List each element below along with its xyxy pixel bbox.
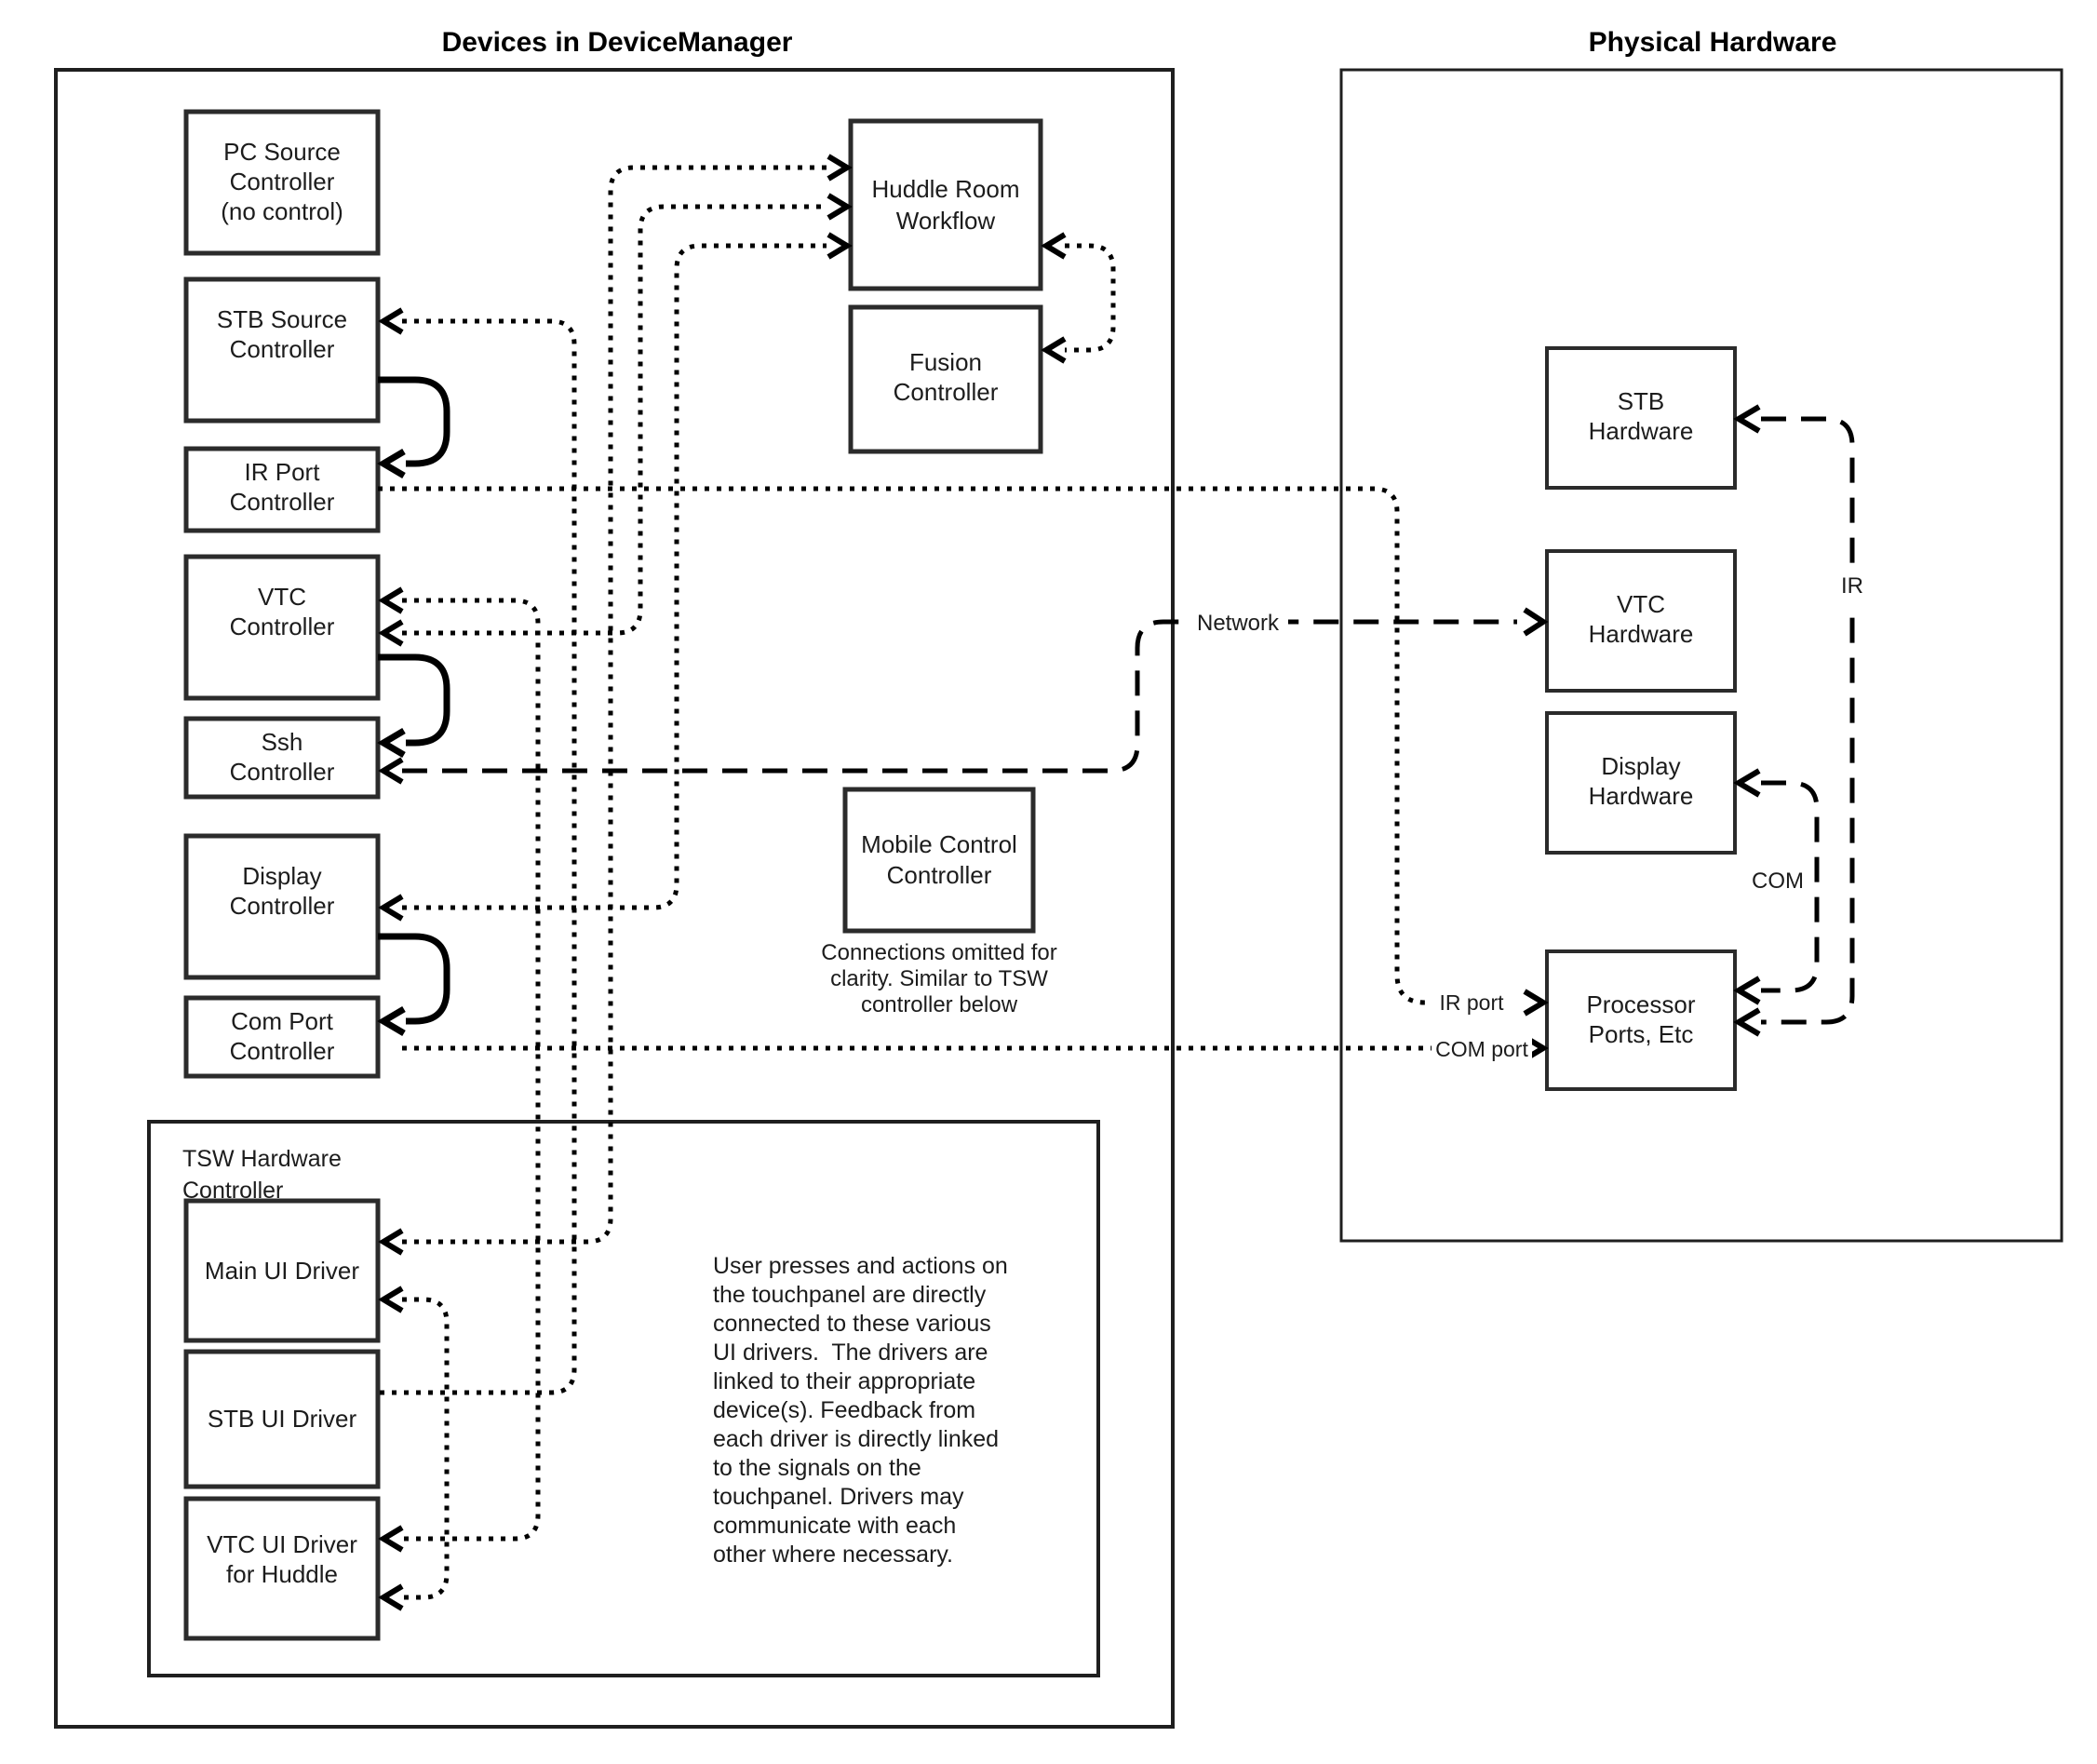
arrowhead [383, 731, 404, 755]
paragraph-line-8: to the signals on the [713, 1455, 921, 1481]
ui-driver-paragraph [713, 1253, 1008, 1568]
stb-hardware-label-1: STB [1617, 387, 1665, 415]
arrowhead [1739, 1010, 1759, 1034]
stb-hardware-label-2: Hardware [1588, 417, 1694, 445]
edge-huddle-fusion [1065, 246, 1113, 350]
vtc-hardware-label-1: VTC [1617, 590, 1665, 618]
arrowhead [383, 1009, 404, 1033]
ir-port-controller-label-1: IR Port [244, 458, 320, 486]
paragraph-line-3: connected to these various [713, 1311, 991, 1337]
arrowhead [383, 760, 402, 782]
vtc-ui-driver-label-1: VTC UI Driver [207, 1530, 357, 1558]
edge-stbsource-stbui [378, 321, 574, 1393]
ir-label: IR [1841, 573, 1863, 599]
arrowhead [383, 451, 404, 476]
arrowhead [383, 589, 402, 612]
mobile-control-controller-box [845, 789, 1033, 931]
huddle-room-label-1: Huddle Room [871, 175, 1020, 203]
mobile-control-label-1: Mobile Control [861, 830, 1017, 858]
vtc-controller-label-1: VTC [258, 583, 306, 611]
stb-source-label-1: STB Source [216, 305, 348, 333]
pc-source-label-3: (no control) [221, 197, 343, 225]
edge-ir-stbhw-processor [1761, 419, 1852, 1022]
vtc-controller-label-2: Controller [229, 613, 335, 640]
display-hardware-label-2: Hardware [1588, 782, 1694, 810]
paragraph-line-5: linked to their appropriate [713, 1368, 976, 1394]
display-hardware-label-1: Display [1601, 752, 1681, 780]
edge-ssh-network-vtchw [402, 622, 1517, 771]
arrowhead [1525, 991, 1543, 1014]
mobile-control-label-2: Controller [886, 861, 992, 889]
edge-mainui-huddle [402, 168, 827, 1242]
arrowhead [383, 1586, 402, 1609]
arrowhead [383, 1528, 402, 1550]
tsw-container-label-1: TSW Hardware [182, 1146, 342, 1172]
arrowhead [1525, 610, 1543, 634]
ir-port-controller-label-2: Controller [229, 488, 335, 516]
edge-display-comport [378, 936, 447, 1021]
fusion-controller-label-1: Fusion [908, 348, 983, 376]
arrowhead [1739, 771, 1759, 795]
paragraph-line-10: communicate with each [713, 1513, 957, 1539]
arrowhead [1046, 339, 1065, 361]
huddle-room-label-2: Workflow [895, 207, 996, 235]
physical-section-title: Physical Hardware [1588, 27, 1837, 58]
mobile-note-line-3: controller below [860, 992, 1018, 1017]
fusion-controller-label-2: Controller [893, 378, 999, 406]
pc-source-label-1: PC Source [223, 138, 341, 166]
processor-ports-label-2: Ports, Etc [1588, 1020, 1694, 1048]
arrowhead [383, 1231, 402, 1253]
edge-stbsource-irport [378, 380, 447, 464]
ssh-controller-label-1: Ssh [261, 728, 303, 756]
vtc-hardware-label-2: Hardware [1588, 620, 1694, 648]
network-label: Network [1196, 611, 1280, 636]
tsw-container-label-2: Controller [182, 1178, 284, 1204]
paragraph-line-7: each driver is directly linked [713, 1426, 1000, 1452]
stb-source-label-2: Controller [229, 335, 335, 363]
devices-section-title: Devices in DeviceManager [441, 27, 793, 58]
com-port-controller-label-1: Com Port [231, 1007, 333, 1035]
stb-ui-driver-label: STB UI Driver [207, 1405, 357, 1433]
ir-port-label: IR port [1439, 990, 1504, 1015]
arrowhead [383, 310, 402, 332]
pc-source-label-2: Controller [229, 168, 335, 195]
paragraph-line-6: device(s). Feedback from [713, 1397, 976, 1423]
paragraph-line-11: other where necessary. [713, 1542, 953, 1568]
com-port-controller-label-2: Controller [229, 1037, 335, 1065]
mobile-note-line-1: Connections omitted for [821, 940, 1057, 965]
mobile-note-line-2: clarity. Similar to TSW [830, 966, 1048, 991]
paragraph-line-4: UI drivers. The drivers are [713, 1340, 988, 1366]
edge-mainui-vtcui [402, 1299, 447, 1597]
display-controller-label-1: Display [242, 862, 322, 890]
ssh-controller-label-2: Controller [229, 758, 335, 786]
arrowhead [383, 622, 402, 644]
arrowhead [828, 235, 847, 257]
arrowhead [1046, 235, 1065, 257]
com-port-label: COM port [1435, 1037, 1528, 1061]
huddle-room-workflow-box [851, 121, 1041, 289]
processor-ports-label-1: Processor [1586, 990, 1696, 1018]
arrowhead [1739, 407, 1759, 431]
edge-display-huddle [402, 246, 827, 908]
arrowhead [828, 195, 847, 218]
edge-vtc-ssh [378, 657, 447, 743]
paragraph-line-2: the touchpanel are directly [713, 1282, 987, 1308]
com-label: COM [1752, 869, 1804, 894]
arrowhead [383, 1288, 402, 1311]
arrowhead [828, 156, 847, 179]
display-controller-label-2: Controller [229, 892, 335, 920]
paragraph-line-9: touchpanel. Drivers may [713, 1484, 964, 1510]
arrowhead [1739, 978, 1759, 1003]
edge-vtc-huddle [402, 207, 827, 633]
paragraph-line-1: User presses and actions on [713, 1253, 1008, 1279]
arrowhead [383, 896, 402, 919]
main-ui-driver-label: Main UI Driver [204, 1257, 360, 1285]
vtc-ui-driver-label-2: for Huddle [226, 1560, 338, 1588]
solid-connectors [378, 380, 447, 1033]
